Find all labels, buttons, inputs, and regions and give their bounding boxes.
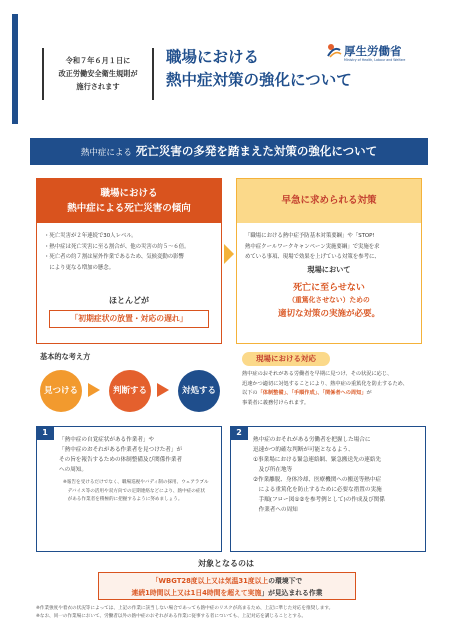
- arrow-right-icon: [224, 244, 234, 264]
- banner-main: 死亡災害の多発を踏まえた対策の強化について: [135, 144, 378, 158]
- measures-box-body: [237, 223, 421, 263]
- panel-1-line-2: 「熱中症のおそれがある作業者を見つけた者」が: [59, 447, 183, 453]
- panel-number: 1: [36, 426, 54, 440]
- step-arrow-icon: [157, 383, 169, 397]
- footnote-2: ※なお、同一の作業場において、労働者以外の熱中症のおそれがある作業に従事する者についても、上記対応を講じることとする。: [36, 614, 307, 619]
- onsite-line-2: 迅速かつ適切に対処することにより、熱中症の重篤化を防止するため、: [242, 380, 408, 387]
- notice-line-2: 改正労働安全衛生規則が: [58, 69, 138, 78]
- trend-heading-line-2: 熱中症による死亡災害の傾向: [67, 203, 191, 214]
- onsite-response-heading: 現場における対応: [242, 352, 330, 366]
- step-arrow-icon: [88, 383, 100, 397]
- trend-key-message: 「初期症状の放置・対応の遅れ」: [49, 310, 209, 328]
- footnote-1: ※作業強度や着衣の状況等によっては、上記の作業に該当しない場合であっても熱中症のリスクが高まるため、上記に準じた対応を推奨します。: [36, 606, 334, 611]
- requirement-panel-2: [230, 426, 426, 552]
- measures-key-2: （重篤化させない）ための: [288, 296, 370, 304]
- trend-heading-line-1: 職場における: [100, 188, 158, 199]
- target-line-2-post: 」が見込まれる作業: [261, 589, 323, 597]
- measures-box: [236, 178, 422, 344]
- notice-line-1: 令和７年６月１日に: [65, 56, 131, 65]
- page-title-line-1: 職場における: [166, 48, 260, 66]
- onsite-line-3-pre: 以下の: [242, 390, 258, 396]
- panel-number: 2: [230, 426, 248, 440]
- step-judge: 判断する: [109, 370, 151, 412]
- measures-line-1: 「職場における熱中症予防基本対策要綱」や「STOP!: [245, 233, 375, 239]
- header-accent-bar: [12, 14, 18, 124]
- panel-2-line-7: 手順(フロー図①②を参考例として)の作成及び関係: [253, 497, 385, 503]
- trend-box-heading: [37, 179, 221, 223]
- effective-date-notice: [42, 48, 154, 100]
- panel-2-line-6: による重篤化を防止するために必要な措置の実施: [253, 487, 382, 493]
- page-title-line-2: 熱中症対策の強化について: [166, 71, 352, 89]
- step-respond: 対処する: [178, 370, 220, 412]
- panel-1-note-3: がある作業者を積極的に把握するように努めましょう。: [63, 497, 183, 502]
- panel-1-line-4: への周知。: [59, 467, 87, 473]
- panel-2-line-2: 迅速かつ的確な判断が可能となるよう、: [253, 447, 354, 453]
- onsite-line-3-post: が: [366, 390, 372, 396]
- panel-2-line-4: 及び所在地等: [253, 467, 293, 473]
- onsite-line-4: 事業者に義務付けられます。: [242, 399, 310, 406]
- trend-box: [36, 178, 222, 344]
- panel-2-line-8: 作業者への周知: [253, 507, 298, 513]
- target-line-1-post: の環境下で: [268, 577, 303, 585]
- target-line-2: [99, 587, 355, 599]
- trend-lead: ほとんどが: [109, 296, 149, 305]
- measures-box-heading: 早急に求められる対策: [237, 179, 421, 223]
- ministry-name-en: Ministry of Health, Labour and Welfare: [344, 58, 406, 62]
- panel-1-note-2: デバイス等の活用や双方向での定期連絡などにより、熱中症の症状: [63, 488, 206, 494]
- ministry-emblem-icon: [326, 42, 342, 58]
- notice-line-3: 施行されます: [76, 82, 120, 91]
- trend-bullet-3b: により更なる増加の懸念。: [44, 264, 115, 271]
- trend-box-body: [37, 223, 221, 273]
- target-label: 対象となるのは: [198, 559, 254, 568]
- panel-2-text: [253, 435, 385, 515]
- panel-1-text: [59, 435, 182, 475]
- panel-2-line-5: ②作業離脱、身体冷却、医療機関への搬送等熱中症: [253, 477, 382, 483]
- panel-1-line-3: その旨を報告するための体制整備及び関係作業者: [59, 457, 183, 463]
- onsite-line-1: 熱中症のおそれがある労働者を早期に見つけ、その状況に応じ、: [242, 371, 393, 377]
- target-conditions-box: [98, 572, 356, 600]
- ministry-name: 厚生労働省: [344, 44, 402, 58]
- section-banner: [30, 138, 428, 165]
- panel-2-line-1: 熱中症のおそれがある労働者を把握した場合に: [253, 437, 371, 443]
- banner-prefix: 熱中症による: [80, 148, 132, 158]
- requirement-panel-1: [36, 426, 222, 552]
- trend-bullet-1: ・死亡災害が２年連続で30人レベル。: [44, 233, 137, 239]
- panel-2-line-3: ①事業場における緊急連絡網、緊急搬送先の連絡先: [253, 457, 382, 463]
- onsite-line-3: [242, 389, 428, 399]
- measures-key-1: 死亡に至らせない: [293, 283, 365, 293]
- page-title: [166, 46, 352, 92]
- measures-line-2: 熱中症クールワークキャンペーン実施要綱」で実施を求: [245, 243, 380, 250]
- step-find: 見つける: [40, 370, 82, 412]
- onsite-obligations: 「体制整備」、「手順作成」、「関係者への周知」: [257, 390, 367, 396]
- target-line-1-condition: 「WBGT28度以上又は気温31度以上: [151, 577, 269, 585]
- measures-key-3: 適切な対策の実施が必要。: [277, 309, 380, 319]
- panel-1-note: [63, 479, 208, 505]
- measures-line-3: めている事項、現場で効果を上げている対策を参考に、: [245, 254, 380, 260]
- panel-1-line-1: 「熱中症の自覚症状がある作業者」や: [59, 437, 155, 443]
- onsite-response-body: [242, 370, 428, 408]
- ministry-logo: [326, 40, 436, 66]
- basic-approach-label: 基本的な考え方: [40, 352, 91, 361]
- trend-bullet-2: ・熱中症は死亡災害に至る割合が、他の災害の約５～６倍。: [44, 243, 190, 250]
- trend-bullet-3a: ・死亡者の約７割は屋外作業であるため、気候変動の影響: [44, 254, 184, 260]
- target-line-1: [99, 575, 355, 587]
- target-line-2-condition: 連続1時間以上又は1日4時間を超えて実施: [131, 589, 262, 597]
- measures-sub: 現場において: [307, 265, 351, 274]
- panel-1-note-1: ※報告を受けるだけでなく、職場巡視やバディ制の採用、ウェアラブル: [63, 480, 209, 485]
